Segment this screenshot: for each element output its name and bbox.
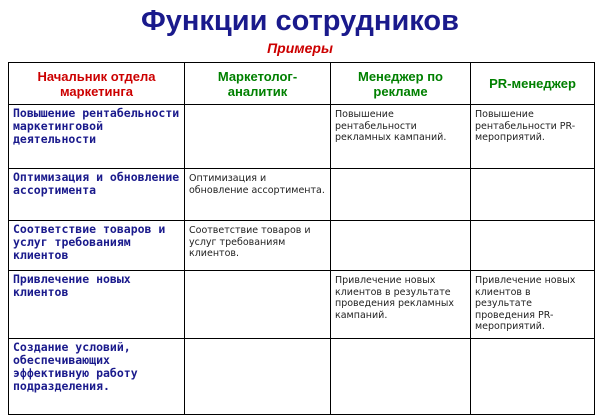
table-row — [9, 105, 595, 169]
table-row — [9, 221, 595, 271]
analyst-cell: Соответствие товаров и услуг требованиям клиентов. — [185, 221, 331, 271]
table-row — [9, 339, 595, 415]
function-cell: Повышение рентабельности маркетинговой деятельности — [9, 105, 185, 169]
table-header-row — [9, 63, 595, 105]
pr-manager-cell: Привлечение новых клиентов в результате проведения PR-мероприятий. — [471, 271, 595, 339]
pr-manager-cell — [471, 169, 595, 221]
page-title: Функции сотрудников — [141, 5, 459, 37]
analyst-cell — [185, 271, 331, 339]
ad-manager-cell — [331, 169, 471, 221]
ad-manager-cell: Повышение рентабельности рекламных кампаний. — [331, 105, 471, 169]
analyst-cell — [185, 339, 331, 415]
table-row — [9, 169, 595, 221]
header-marketing-head: Начальник отдела маркетинга — [9, 63, 185, 105]
pr-manager-cell — [471, 339, 595, 415]
analyst-cell: Оптимизация и обновление ассортимента. — [185, 169, 331, 221]
functions-table — [8, 62, 595, 415]
pr-manager-cell: Повышение рентабельности PR-мероприятий. — [471, 105, 595, 169]
ad-manager-cell — [331, 221, 471, 271]
function-cell: Соответствие товаров и услуг требованиям клиентов — [9, 221, 185, 271]
pr-manager-cell — [471, 221, 595, 271]
header-ad-manager: Менеджер по рекламе — [331, 63, 471, 105]
ad-manager-cell — [331, 339, 471, 415]
header-pr-manager: PR-менеджер — [471, 63, 595, 105]
table-row — [9, 271, 595, 339]
function-cell: Создание условий, обеспечивающих эффективную работу подразделения. — [9, 339, 185, 415]
ad-manager-cell: Привлечение новых клиентов в результате проведения рекламных кампаний. — [331, 271, 471, 339]
function-cell: Оптимизация и обновление ассортимента — [9, 169, 185, 221]
function-cell: Привлечение новых клиентов — [9, 271, 185, 339]
header-marketing-analyst: Маркетолог-аналитик — [185, 63, 331, 105]
page-subtitle: Примеры — [267, 40, 333, 56]
analyst-cell — [185, 105, 331, 169]
